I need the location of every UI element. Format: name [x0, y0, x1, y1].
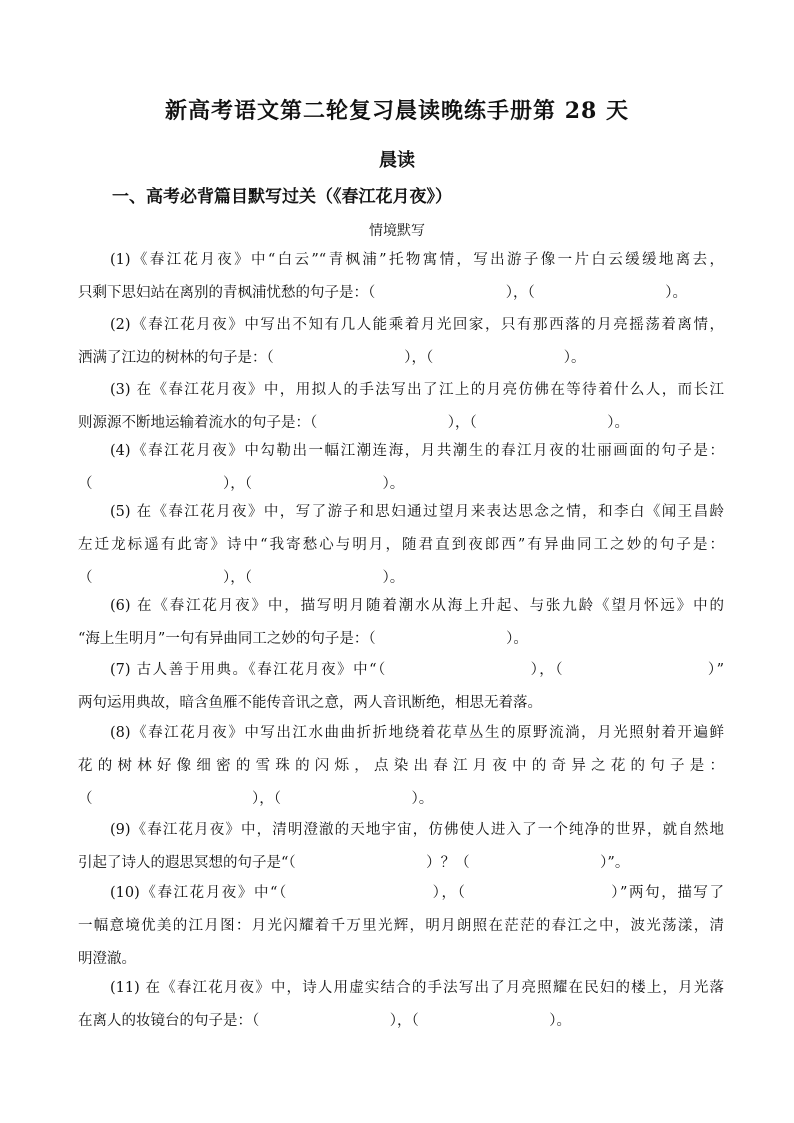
question-line: 一幅意境优美的江月图：月光闪耀着千万里光辉，明月朗照在茫茫的春江之中，波光荡漾，清 [78, 918, 724, 934]
question-line: (9)《春江花月夜》中，清明澄澈的天地宇宙，仿佛使人进入了一个纯净的世界，就自然地 [110, 822, 724, 838]
question-line: （ ），（ ）。 [78, 476, 405, 492]
page-title: 新高考语文第二轮复习晨读晚练手册第 28 天 [165, 98, 629, 124]
question-line: （ ），（ ）。 [78, 791, 434, 807]
question-line: (5) 在《春江花月夜》中，写了游子和思妇通过望月来表达思念之情，和李白《闻王昌龄 [110, 504, 724, 520]
question-item [78, 496, 724, 595]
question-line: (8)《春江花月夜》中写出江水曲曲折折地绕着花草丛生的原野流淌，月光照射着开遍鲜 [110, 725, 724, 741]
question-item [78, 244, 724, 310]
question-line: (7) 古人善于用典。《春江花月夜》中“（ ），（ ）” [110, 662, 724, 678]
question-line: 在离人的妆镜台的句子是：（ ），（ ）。 [78, 1013, 571, 1029]
question-line: (11) 在《春江花月夜》中，诗人用虚实结合的手法写出了月亮照耀在民妇的楼上，月光落 [110, 980, 724, 996]
question-line: 引起了诗人的遐思冥想的句子是“（ ）？（ ）”。 [78, 855, 630, 871]
question-line: 花的树林好像细密的雪珠的闪烁，点染出春江月夜中的奇异之花的句子是： [78, 758, 724, 774]
question-item [78, 972, 724, 1038]
question-line: (4)《春江花月夜》中勾勒出一幅江潮连海，月共潮生的春江月夜的壮丽画面的句子是： [110, 443, 724, 459]
question-line: 洒满了江边的树林的句子是：（ ），（ ）。 [78, 350, 586, 366]
page-subtitle: 晨读 [379, 150, 415, 171]
question-item [78, 814, 724, 880]
question-item [78, 590, 724, 656]
question-item [78, 309, 724, 375]
question-line: (6) 在《春江花月夜》中，描写明月随着潮水从海上升起、与张九龄《望月怀远》中的 [110, 598, 724, 614]
question-item [78, 717, 724, 816]
section-subheading: 情境默写 [369, 223, 425, 239]
question-item [78, 374, 724, 440]
question-item [78, 654, 724, 720]
question-item [78, 877, 724, 976]
question-line: （ ），（ ）。 [78, 570, 405, 586]
question-line: (3) 在《春江花月夜》中，用拟人的手法写出了江上的月亮仿佛在等待着什么人，而长江 [110, 382, 724, 398]
question-line: “海上生明月”一句有异曲同工之妙的句子是：（ ）。 [78, 631, 528, 647]
question-line: 明澄澈。 [78, 951, 136, 967]
question-line: 两句运用典故，暗含鱼雁不能传音讯之意，两人音讯断绝，相思无着落。 [78, 695, 542, 711]
question-line: (2)《春江花月夜》中写出不知有几人能乘着月光回家，只有那西落的月亮摇荡着离情， [110, 317, 724, 333]
question-line: 只剩下思妇站在离别的青枫浦忧愁的句子是：（ ），（ ）。 [78, 285, 687, 301]
question-line: (10)《春江花月夜》中“（ ），（ ）”两句，描写了 [110, 885, 724, 901]
section-heading: 一、高考必背篇目默写过关（《春江花月夜》） [112, 187, 452, 207]
question-line: 则源源不断地运输着流水的句子是：（ ），（ ）。 [78, 415, 629, 431]
question-line: 左迁龙标遥有此寄》诗中“我寄愁心与明月，随君直到夜郎西”有异曲同工之妙的句子是： [78, 537, 724, 553]
question-item [78, 435, 724, 501]
question-line: (1)《春江花月夜》中“白云”“青枫浦”托物寓情，写出游子像一片白云缓缓地离去， [110, 252, 724, 268]
